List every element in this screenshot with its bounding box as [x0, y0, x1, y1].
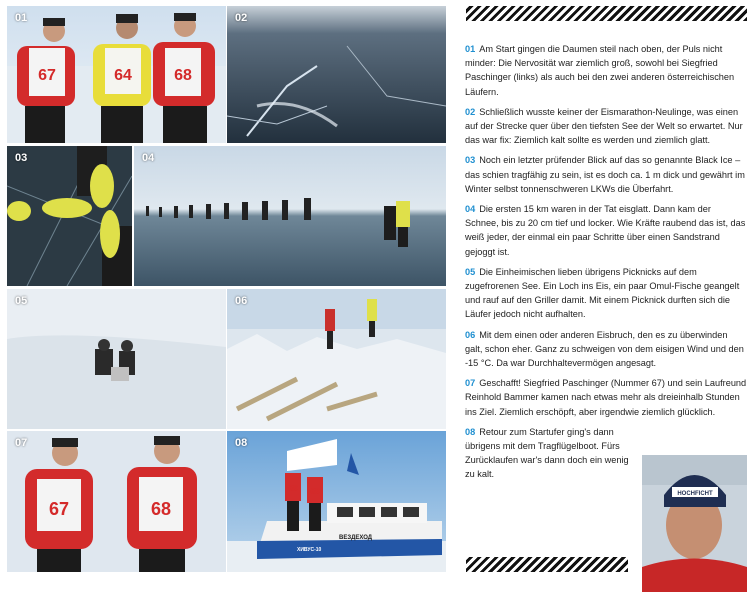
stripe-bottom [466, 557, 628, 572]
photo-number: 05 [15, 295, 28, 307]
caption-number: 01 [465, 44, 476, 54]
photo-03 [7, 146, 132, 286]
photo-01 [7, 6, 226, 143]
caption-08 [465, 425, 635, 482]
bib-64: 64 [114, 67, 132, 84]
photo-07 [7, 431, 226, 572]
caption-05 [465, 265, 747, 322]
caption-text: Am Start gingen die Daumen steil nach oben, der Puls nicht minder: Die Nervosität war ziemlich groß, sowohl bei Siegfried Paschinger (links) als auch bei den zwei anderen österreichischen Läufern. [465, 44, 735, 97]
caption-text: Die Einheimischen lieben übrigens Picknicks auf dem zugefrorenen See. Ein Loch ins Eis, ein paar Omul-Fische geangelt und rauf auf den Griller damit. Mit einem Picknick durften sich die Läufer jedoch nicht aufhalten. [465, 266, 740, 320]
bib-68: 68 [310, 487, 320, 496]
photo-number: 04 [142, 152, 155, 164]
caption-number: 03 [465, 155, 476, 166]
bib-68: 68 [174, 67, 192, 84]
captions [465, 42, 747, 488]
caption-text: Die ersten 15 km waren in der Tat eisglatt. Dann kam der Schnee, bis zu 20 cm tief und locker. Wie Kräfte raubend das ist, das weiß jeder, der einmal ein paar Schritte über einen Sandstrand gejoggt ist. [465, 204, 746, 257]
photo-number: 06 [235, 295, 248, 307]
caption-03 [465, 153, 747, 196]
caption-01 [465, 42, 747, 99]
photo-number: 08 [235, 437, 248, 449]
bib-68: 68 [150, 499, 172, 519]
bib-67: 67 [38, 67, 56, 84]
caption-07 [465, 376, 747, 419]
caption-number: 04 [465, 204, 476, 215]
photo-number: 07 [15, 437, 28, 449]
caption-text: Geschafft! Siegfried Paschinger (Nummer 67) und sein Laufreund Reinhold Bammer kamen nach etwas mehr als dreieinhalb Stunden ins Ziel. Ziemlich erschöpft, aber irgendwie ziemlich glücklich. [465, 378, 747, 417]
photo-06 [227, 289, 446, 429]
caption-number: 05 [465, 266, 476, 277]
hovercraft-id: ХИВУС-10 [297, 547, 322, 553]
photo-number: 01 [15, 12, 28, 24]
photo-08 [227, 431, 446, 572]
stripe-top [466, 6, 747, 21]
photo-04 [134, 146, 446, 286]
caption-02 [465, 105, 747, 148]
caption-text: Mit dem einen oder anderen Eisbruch, den es zu überwinden galt, schon eher. Ganz zu schweigen von dem eisigen Wind und den -15 °C. Da war Durchhaltevermögen angesagt. [465, 329, 744, 369]
bib-68: 68 [288, 484, 298, 493]
caption-text: Noch ein letzter prüfender Blick auf das so genannte Black Ice – das schien tragfähig zu sein, ist es doch ca. 1 m dick und gewährt im Winter selbst tonnenschweren LKWs die Überfahrt. [465, 155, 745, 194]
caption-text: Retour zum Startufer ging's dann übrigens mit dem Tragflügelboot. Fürs Zurücklaufen war's dann doch ein wenig zu kalt. [465, 426, 629, 480]
caption-number: 06 [465, 329, 476, 340]
bib-67: 67 [48, 499, 70, 519]
photo-05 [7, 289, 226, 429]
cap-logo: HOCHFICHT [677, 491, 713, 497]
photo-number: 03 [15, 152, 28, 164]
photo-02 [227, 6, 446, 143]
caption-number: 02 [465, 106, 476, 117]
hovercraft-name: ВЕЗДЕХОД [339, 535, 373, 541]
caption-number: 07 [465, 378, 476, 389]
caption-text: Schließlich wusste keiner der Eismarathon-Neulinge, was einen auf der Strecke quer über den tiefsten See der Welt so erwartet. Nur das war fix: Ziemlich kalt sollte es werden und ziemlich glatt. [465, 106, 743, 146]
photo-number: 02 [235, 12, 248, 24]
caption-number: 08 [465, 426, 476, 437]
caption-06 [465, 328, 747, 371]
caption-04 [465, 202, 747, 259]
